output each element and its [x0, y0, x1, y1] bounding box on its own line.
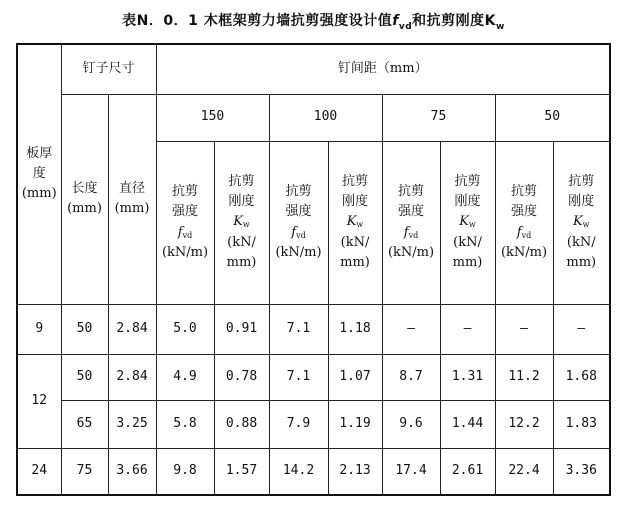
cell-value: 9.8: [156, 448, 214, 495]
cell-value: 8.7: [382, 354, 440, 400]
cell-length: 50: [61, 304, 108, 354]
cell-value: 7.1: [269, 354, 328, 400]
cell-thickness: 12: [17, 354, 61, 448]
cell-value: 7.9: [269, 400, 328, 448]
cell-value: 1.83: [553, 400, 610, 448]
cell-thickness: 24: [17, 448, 61, 495]
cell-diameter: 3.25: [108, 400, 156, 448]
cell-value: 7.1: [269, 304, 328, 354]
cell-length: 75: [61, 448, 108, 495]
header-shear-stiffness: 抗剪 刚度 Kw (kN/ mm): [328, 141, 382, 304]
cell-value: 2.61: [440, 448, 495, 495]
cell-value: 9.6: [382, 400, 440, 448]
cell-value: —: [495, 304, 553, 354]
cell-value: —: [553, 304, 610, 354]
header-nail-size: 钉子尺寸: [61, 44, 156, 94]
cell-length: 50: [61, 354, 108, 400]
cell-value: 1.18: [328, 304, 382, 354]
cell-value: 2.13: [328, 448, 382, 495]
table-row: [17, 400, 610, 448]
header-diameter: 直径 (mm): [108, 94, 156, 304]
cell-value: 12.2: [495, 400, 553, 448]
cell-value: —: [440, 304, 495, 354]
header-shear-stiffness: 抗剪 刚度 Kw (kN/ mm): [440, 141, 495, 304]
cell-value: 4.9: [156, 354, 214, 400]
header-shear-strength: 抗剪 强度 fvd (kN/m): [495, 141, 553, 304]
cell-length: 65: [61, 400, 108, 448]
table-row: [17, 304, 610, 354]
header-thickness: 板厚 度 (mm): [17, 44, 61, 304]
cell-value: 1.68: [553, 354, 610, 400]
header-shear-stiffness: 抗剪 刚度 Kw (kN/ mm): [553, 141, 610, 304]
cell-value: 0.91: [214, 304, 269, 354]
header-spacing-100: 100: [269, 94, 382, 141]
cell-value: —: [382, 304, 440, 354]
header-shear-strength: 抗剪 强度 fvd (kN/m): [269, 141, 328, 304]
cell-value: 1.19: [328, 400, 382, 448]
cell-value: 1.44: [440, 400, 495, 448]
table-row: [17, 354, 610, 400]
cell-diameter: 3.66: [108, 448, 156, 495]
header-shear-strength: 抗剪 强度 fvd (kN/m): [156, 141, 214, 304]
cell-diameter: 2.84: [108, 304, 156, 354]
cell-thickness: 9: [17, 304, 61, 354]
table-caption: 表N．0．1 木框架剪力墙抗剪强度设计值$f_{vd}$和抗剪刚度$K_w$: [122, 13, 505, 32]
header-spacing-150: 150: [156, 94, 269, 141]
header-length: 长度 (mm): [61, 94, 108, 304]
cell-value: 1.31: [440, 354, 495, 400]
cell-value: 5.8: [156, 400, 214, 448]
cell-diameter: 2.84: [108, 354, 156, 400]
cell-value: 0.78: [214, 354, 269, 400]
table-row: [17, 448, 610, 495]
cell-value: 11.2: [495, 354, 553, 400]
cell-value: 14.2: [269, 448, 328, 495]
header-spacing-50: 50: [495, 94, 610, 141]
cell-value: 22.4: [495, 448, 553, 495]
cell-value: 0.88: [214, 400, 269, 448]
cell-value: 5.0: [156, 304, 214, 354]
shear-wall-table: [16, 43, 611, 496]
cell-value: 1.07: [328, 354, 382, 400]
cell-value: 3.36: [553, 448, 610, 495]
header-nail-spacing: 钉间距（mm）: [156, 44, 610, 94]
header-shear-stiffness: 抗剪 刚度 Kw (kN/ mm): [214, 141, 269, 304]
header-spacing-75: 75: [382, 94, 495, 141]
cell-value: 1.57: [214, 448, 269, 495]
cell-value: 17.4: [382, 448, 440, 495]
header-shear-strength: 抗剪 强度 fvd (kN/m): [382, 141, 440, 304]
